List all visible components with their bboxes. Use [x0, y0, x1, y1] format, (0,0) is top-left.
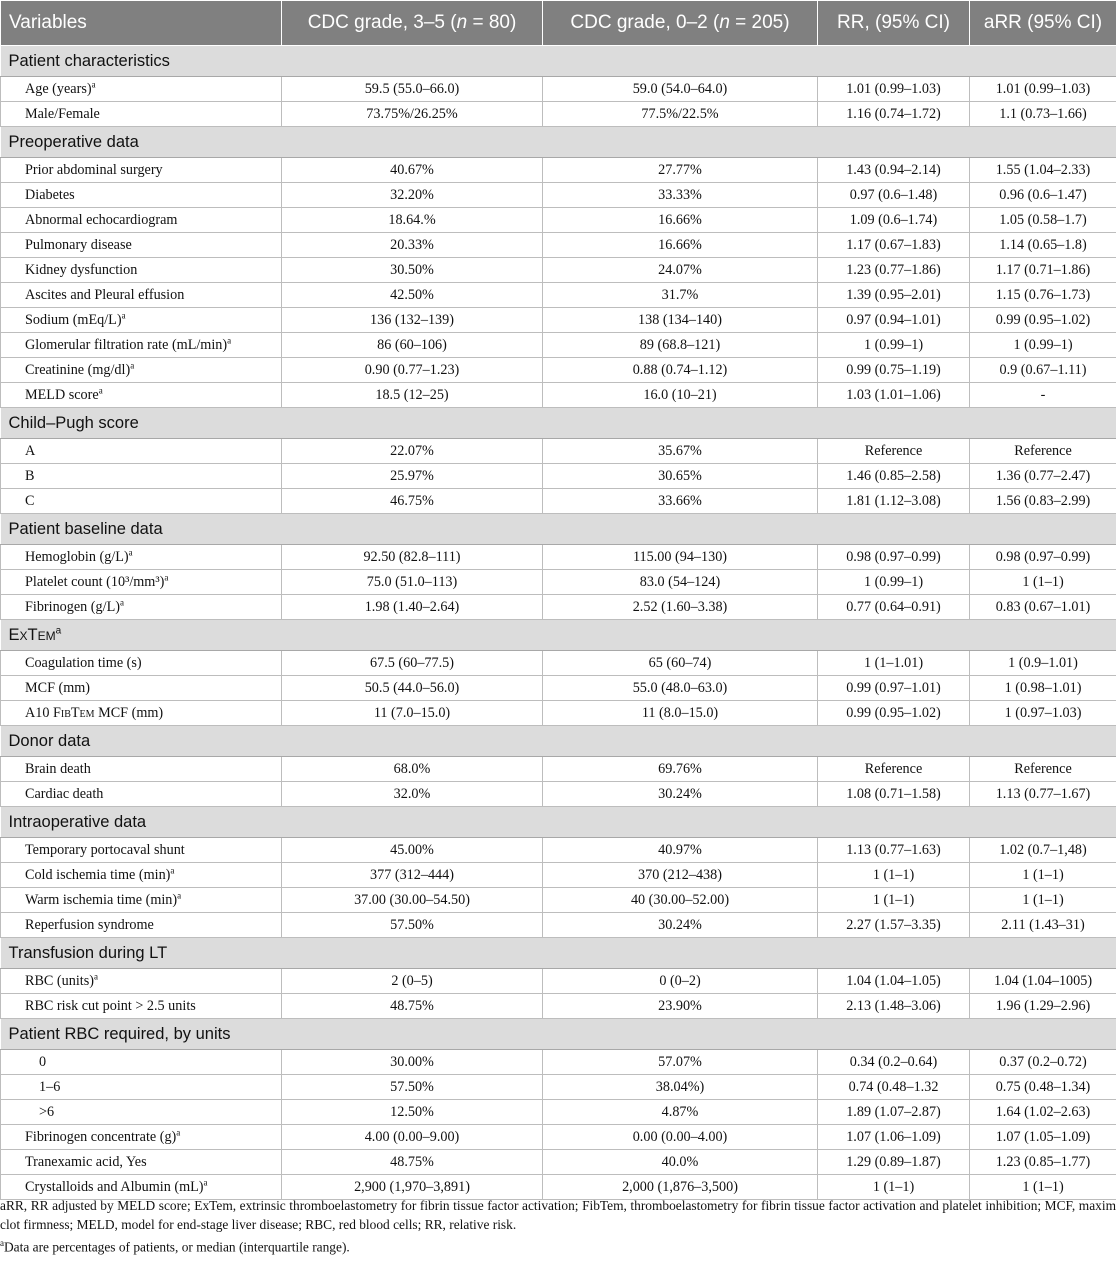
section-title: Patient RBC required, by units [1, 1019, 1116, 1050]
arr-value: 1 (0.98–1.01) [970, 676, 1116, 701]
section-patient-baseline-data [1, 514, 1116, 545]
rr-value: 1.23 (0.77–1.86) [818, 258, 970, 283]
rr-value: 1.81 (1.12–3.08) [818, 489, 970, 514]
arr-value: 1.04 (1.04–1005) [970, 969, 1116, 994]
arr-value: 0.98 (0.97–0.99) [970, 545, 1116, 570]
row-label: Reperfusion syndrome [1, 913, 282, 938]
rr-value: Reference [818, 757, 970, 782]
cdc-0-2-value: 30.24% [543, 913, 818, 938]
arr-value: 0.99 (0.95–1.02) [970, 308, 1116, 333]
table-row [1, 183, 1116, 208]
arr-value: 1.01 (0.99–1.03) [970, 77, 1116, 102]
arr-value: 0.75 (0.48–1.34) [970, 1075, 1116, 1100]
cdc-3-5-value: 136 (132–139) [282, 308, 543, 333]
cdc-0-2-value: 38.04%) [543, 1075, 818, 1100]
cdc-0-2-value: 16.66% [543, 208, 818, 233]
row-label: RBC risk cut point > 2.5 units [1, 994, 282, 1019]
table-row [1, 701, 1116, 726]
section-title: ExTem$^a$ [1, 620, 1116, 651]
rr-value: 1.89 (1.07–2.87) [818, 1100, 970, 1125]
cdc-3-5-value: 73.75%/26.25% [282, 102, 543, 127]
section-title: Transfusion during LT [1, 938, 1116, 969]
row-label: RBC (units)$^a$ [1, 969, 282, 994]
cdc-3-5-value: 46.75% [282, 489, 543, 514]
section-title: Patient characteristics [1, 46, 1116, 77]
cdc-3-5-value: 30.50% [282, 258, 543, 283]
table-row [1, 333, 1116, 358]
cdc-3-5-value: 22.07% [282, 439, 543, 464]
cdc-3-5-value: 68.0% [282, 757, 543, 782]
cdc-3-5-value: 18.64.% [282, 208, 543, 233]
row-label: Kidney dysfunction [1, 258, 282, 283]
cdc-3-5-value: 11 (7.0–15.0) [282, 701, 543, 726]
table-row [1, 994, 1116, 1019]
table-row [1, 863, 1116, 888]
table-row [1, 570, 1116, 595]
table-row [1, 464, 1116, 489]
cdc-0-2-value: 4.87% [543, 1100, 818, 1125]
arr-value: 1.05 (0.58–1.7) [970, 208, 1116, 233]
arr-value: Reference [970, 757, 1116, 782]
rr-value: 2.13 (1.48–3.06) [818, 994, 970, 1019]
cdc-0-2-value: 23.90% [543, 994, 818, 1019]
footnotes [0, 1196, 1116, 1256]
table-row [1, 1100, 1116, 1125]
table-row [1, 838, 1116, 863]
rr-value: 1.04 (1.04–1.05) [818, 969, 970, 994]
cdc-3-5-value: 25.97% [282, 464, 543, 489]
cdc-0-2-value: 69.76% [543, 757, 818, 782]
cdc-0-2-value: 370 (212–438) [543, 863, 818, 888]
rr-value: 0.77 (0.64–0.91) [818, 595, 970, 620]
row-label: Temporary portocaval shunt [1, 838, 282, 863]
row-label: Cold ischemia time $(\min)^a$ [1, 863, 282, 888]
cdc-3-5-value: 48.75% [282, 1150, 543, 1175]
cdc-3-5-value: 32.20% [282, 183, 543, 208]
table-row [1, 913, 1116, 938]
arr-value: 1 (1–1) [970, 863, 1116, 888]
rr-value: 1 (1–1) [818, 888, 970, 913]
rr-value: 0.99 (0.97–1.01) [818, 676, 970, 701]
cdc-0-2-value: 40 (30.00–52.00) [543, 888, 818, 913]
rr-value: 1.07 (1.06–1.09) [818, 1125, 970, 1150]
rr-value: 1.09 (0.6–1.74) [818, 208, 970, 233]
row-label: Glomerular filtration rate $(mL/\min)^a$ [1, 333, 282, 358]
cdc-3-5-value: 50.5 (44.0–56.0) [282, 676, 543, 701]
arr-value: 1.15 (0.76–1.73) [970, 283, 1116, 308]
row-label: Coagulation time (s) [1, 651, 282, 676]
arr-value: 2.11 (1.43–31) [970, 913, 1116, 938]
arr-value: 1 (1–1) [970, 1175, 1116, 1200]
arr-value: 1.07 (1.05–1.09) [970, 1125, 1116, 1150]
row-label: 0 [1, 1050, 282, 1075]
cdc-0-2-value: 89 (68.8–121) [543, 333, 818, 358]
rr-value: 1.46 (0.85–2.58) [818, 464, 970, 489]
arr-value: 1.55 (1.04–2.33) [970, 158, 1116, 183]
rr-value: 1 (0.99–1) [818, 570, 970, 595]
table-row [1, 489, 1116, 514]
rr-value: 1.17 (0.67–1.83) [818, 233, 970, 258]
section-patient-characteristics [1, 46, 1116, 77]
rr-value: 1.01 (0.99–1.03) [818, 77, 970, 102]
arr-value: 1.56 (0.83–2.99) [970, 489, 1116, 514]
arr-value: 0.96 (0.6–1.47) [970, 183, 1116, 208]
cdc-3-5-value: 20.33% [282, 233, 543, 258]
table-row [1, 782, 1116, 807]
cdc-0-2-value: 0 (0–2) [543, 969, 818, 994]
cdc-0-2-value: 27.77% [543, 158, 818, 183]
footnote-data-note: $^a$Data are percentages of patients, or median (interquartile range). [0, 1238, 350, 1255]
rr-value: 0.99 (0.75–1.19) [818, 358, 970, 383]
row-label: Brain death [1, 757, 282, 782]
arr-value: 1.17 (0.71–1.86) [970, 258, 1116, 283]
footnote-marker: a [0, 1238, 4, 1248]
header-variables: Variables [1, 1, 282, 46]
rr-value: 1 (0.99–1) [818, 333, 970, 358]
arr-value: 1 (0.9–1.01) [970, 651, 1116, 676]
cdc-0-2-value: 57.07% [543, 1050, 818, 1075]
arr-value: 1 (0.97–1.03) [970, 701, 1116, 726]
section-patient-rbc-required-by-units [1, 1019, 1116, 1050]
row-label: Male/Female [1, 102, 282, 127]
table-row [1, 1125, 1116, 1150]
arr-value: 1.36 (0.77–2.47) [970, 464, 1116, 489]
row-label: Age (years)$^a$ [1, 77, 282, 102]
cdc-3-5-value: 57.50% [282, 913, 543, 938]
table-row [1, 383, 1116, 408]
table-row [1, 651, 1116, 676]
row-label: Prior abdominal surgery [1, 158, 282, 183]
arr-value: 1.1 (0.73–1.66) [970, 102, 1116, 127]
row-label: MELD score$^a$ [1, 383, 282, 408]
rr-value: 0.97 (0.94–1.01) [818, 308, 970, 333]
footnote-abbreviations: aRR, RR adjusted by MELD score; ExTem, extrinsic thromboelastometry for fibrin tissue factor activation; FibTem, thromboelastometry for fibrin tissue factor activation and platelet inhibition; MCF, maxim clot firmness; MELD, model for end-stage liver disease; RBC, red blood cells; RR, relative risk. [0, 1198, 1116, 1232]
cdc-0-2-value: 55.0 (48.0–63.0) [543, 676, 818, 701]
rr-value: 1 (1–1.01) [818, 651, 970, 676]
table-row [1, 308, 1116, 333]
row-label: B [1, 464, 282, 489]
rr-value: 1.16 (0.74–1.72) [818, 102, 970, 127]
arr-value: 1 (1–1) [970, 570, 1116, 595]
cdc-0-2-value: 59.0 (54.0–64.0) [543, 77, 818, 102]
arr-value: 1.14 (0.65–1.8) [970, 233, 1116, 258]
arr-value: 0.83 (0.67–1.01) [970, 595, 1116, 620]
table-row [1, 283, 1116, 308]
cdc-3-5-value: 57.50% [282, 1075, 543, 1100]
row-label: Tranexamic acid, Yes [1, 1150, 282, 1175]
cdc-3-5-value: 2,900 (1,970–3,891) [282, 1175, 543, 1200]
cdc-0-2-value: 40.0% [543, 1150, 818, 1175]
rr-value: 0.74 (0.48–1.32 [818, 1075, 970, 1100]
row-label: Fibrinogen $(g/L)^a$ [1, 595, 282, 620]
section-preoperative-data [1, 127, 1116, 158]
rr-value: Reference [818, 439, 970, 464]
row-label: Ascites and Pleural effusion [1, 283, 282, 308]
cdc-0-2-value: 83.0 (54–124) [543, 570, 818, 595]
table-row [1, 1075, 1116, 1100]
cdc-0-2-value: 24.07% [543, 258, 818, 283]
arr-value: 1.13 (0.77–1.67) [970, 782, 1116, 807]
cdc-3-5-value: 86 (60–106) [282, 333, 543, 358]
table-row [1, 888, 1116, 913]
header-arr: aRR (95% CI) [970, 1, 1116, 46]
section-donor-data [1, 726, 1116, 757]
cdc-3-5-value: 59.5 (55.0–66.0) [282, 77, 543, 102]
cdc-3-5-value: 4.00 (0.00–9.00) [282, 1125, 543, 1150]
table-row [1, 258, 1116, 283]
table-row [1, 595, 1116, 620]
cdc-0-2-value: 35.67% [543, 439, 818, 464]
rr-value: 1 (1–1) [818, 1175, 970, 1200]
header-cdc-0-2: CDC grade, 0–2 (n = 205) [543, 1, 818, 46]
arr-value: 1.64 (1.02–2.63) [970, 1100, 1116, 1125]
cdc-3-5-value: 37.00 (30.00–54.50) [282, 888, 543, 913]
rr-value: 1.29 (0.89–1.87) [818, 1150, 970, 1175]
row-label: A10 FibTem MCF (mm) [1, 701, 282, 726]
rr-value: 2.27 (1.57–3.35) [818, 913, 970, 938]
rr-value: 1.13 (0.77–1.63) [818, 838, 970, 863]
table-row [1, 77, 1116, 102]
rr-value: 0.34 (0.2–0.64) [818, 1050, 970, 1075]
cdc-3-5-value: 18.5 (12–25) [282, 383, 543, 408]
arr-value: 0.37 (0.2–0.72) [970, 1050, 1116, 1075]
arr-value: 1.23 (0.85–1.77) [970, 1150, 1116, 1175]
cdc-0-2-value: 40.97% [543, 838, 818, 863]
section-title: Intraoperative data [1, 807, 1116, 838]
row-label: Abnormal echocardiogram [1, 208, 282, 233]
row-label: Hemoglobin $(g/L)^a$ [1, 545, 282, 570]
arr-value: 1.02 (0.7–1,48) [970, 838, 1116, 863]
cdc-3-5-value: 12.50% [282, 1100, 543, 1125]
row-label: Cardiac death [1, 782, 282, 807]
rr-value: 1.43 (0.94–2.14) [818, 158, 970, 183]
row-label: A [1, 439, 282, 464]
row-label: C [1, 489, 282, 514]
table-row [1, 358, 1116, 383]
arr-value: - [970, 383, 1116, 408]
cdc-3-5-value: 40.67% [282, 158, 543, 183]
row-label: Crystalloids and Albumin (mL)$^a$ [1, 1175, 282, 1200]
cdc-0-2-value: 30.65% [543, 464, 818, 489]
section-title: Preoperative data [1, 127, 1116, 158]
rr-value: 1.39 (0.95–2.01) [818, 283, 970, 308]
table-header [1, 1, 1116, 46]
cdc-0-2-value: 11 (8.0–15.0) [543, 701, 818, 726]
cdc-0-2-value: 2.52 (1.60–3.38) [543, 595, 818, 620]
cdc-3-5-value: 1.98 (1.40–2.64) [282, 595, 543, 620]
section-transfusion-during-lt [1, 938, 1116, 969]
cdc-0-2-value: 0.00 (0.00–4.00) [543, 1125, 818, 1150]
cdc-0-2-value: 77.5%/22.5% [543, 102, 818, 127]
arr-value: 1.96 (1.29–2.96) [970, 994, 1116, 1019]
section-title: Donor data [1, 726, 1116, 757]
rr-value: 1.08 (0.71–1.58) [818, 782, 970, 807]
table-row [1, 545, 1116, 570]
section-title: Patient baseline data [1, 514, 1116, 545]
table-row [1, 102, 1116, 127]
cdc-3-5-value: 92.50 (82.8–111) [282, 545, 543, 570]
cdc-3-5-value: 75.0 (51.0–113) [282, 570, 543, 595]
cdc-0-2-value: 33.66% [543, 489, 818, 514]
cdc-0-2-value: 30.24% [543, 782, 818, 807]
row-label: Sodium $(mEq/L)^a$ [1, 308, 282, 333]
rr-value: 0.97 (0.6–1.48) [818, 183, 970, 208]
section-child-pugh-score [1, 408, 1116, 439]
header-cdc-3-5: CDC grade, 3–5 (n = 80) [282, 1, 543, 46]
row-label: Pulmonary disease [1, 233, 282, 258]
cdc-0-2-value: 138 (134–140) [543, 308, 818, 333]
section-title: Child–Pugh score [1, 408, 1116, 439]
cdc-0-2-value: 0.88 (0.74–1.12) [543, 358, 818, 383]
table-row [1, 439, 1116, 464]
cdc-3-5-value: 48.75% [282, 994, 543, 1019]
table-row [1, 158, 1116, 183]
cdc-3-5-value: 2 (0–5) [282, 969, 543, 994]
table-body [1, 46, 1116, 1200]
table-row [1, 676, 1116, 701]
arr-value: 0.9 (0.67–1.11) [970, 358, 1116, 383]
cdc-3-5-value: 0.90 (0.77–1.23) [282, 358, 543, 383]
table-row [1, 208, 1116, 233]
row-label: Fibrinogen concentrate $(g)^a$ [1, 1125, 282, 1150]
cdc-0-2-value: 16.66% [543, 233, 818, 258]
header-row [1, 1, 1116, 46]
row-label: Diabetes [1, 183, 282, 208]
cdc-3-5-value: 32.0% [282, 782, 543, 807]
cdc-3-5-value: 67.5 (60–77.5) [282, 651, 543, 676]
cdc-0-2-value: 65 (60–74) [543, 651, 818, 676]
cdc-0-2-value: 31.7% [543, 283, 818, 308]
table-row [1, 969, 1116, 994]
cdc-3-5-value: 377 (312–444) [282, 863, 543, 888]
cdc-3-5-value: 30.00% [282, 1050, 543, 1075]
row-label: Warm ischemia time $(\min)^a$ [1, 888, 282, 913]
row-label: MCF (mm) [1, 676, 282, 701]
rr-value: 0.99 (0.95–1.02) [818, 701, 970, 726]
table-row [1, 1050, 1116, 1075]
cdc-3-5-value: 42.50% [282, 283, 543, 308]
cdc-3-5-value: 45.00% [282, 838, 543, 863]
section-intraoperative-data [1, 807, 1116, 838]
section-extem [1, 620, 1116, 651]
arr-value: Reference [970, 439, 1116, 464]
row-label: 1–6 [1, 1075, 282, 1100]
cdc-0-2-value: 33.33% [543, 183, 818, 208]
rr-value: 1.03 (1.01–1.06) [818, 383, 970, 408]
rr-value: 1 (1–1) [818, 863, 970, 888]
cdc-0-2-value: 115.00 (94–130) [543, 545, 818, 570]
arr-value: 1 (1–1) [970, 888, 1116, 913]
arr-value: 1 (0.99–1) [970, 333, 1116, 358]
row-label: Platelet count $(10^3/mm^3)^a$ [1, 570, 282, 595]
table-row [1, 1150, 1116, 1175]
header-rr: RR, (95% CI) [818, 1, 970, 46]
cdc-0-2-value: 16.0 (10–21) [543, 383, 818, 408]
table-row [1, 757, 1116, 782]
rr-value: 0.98 (0.97–0.99) [818, 545, 970, 570]
row-label: Creatinine $(mg/dl)^a$ [1, 358, 282, 383]
table-row [1, 233, 1116, 258]
row-label: >6 [1, 1100, 282, 1125]
cdc-0-2-value: 2,000 (1,876–3,500) [543, 1175, 818, 1200]
